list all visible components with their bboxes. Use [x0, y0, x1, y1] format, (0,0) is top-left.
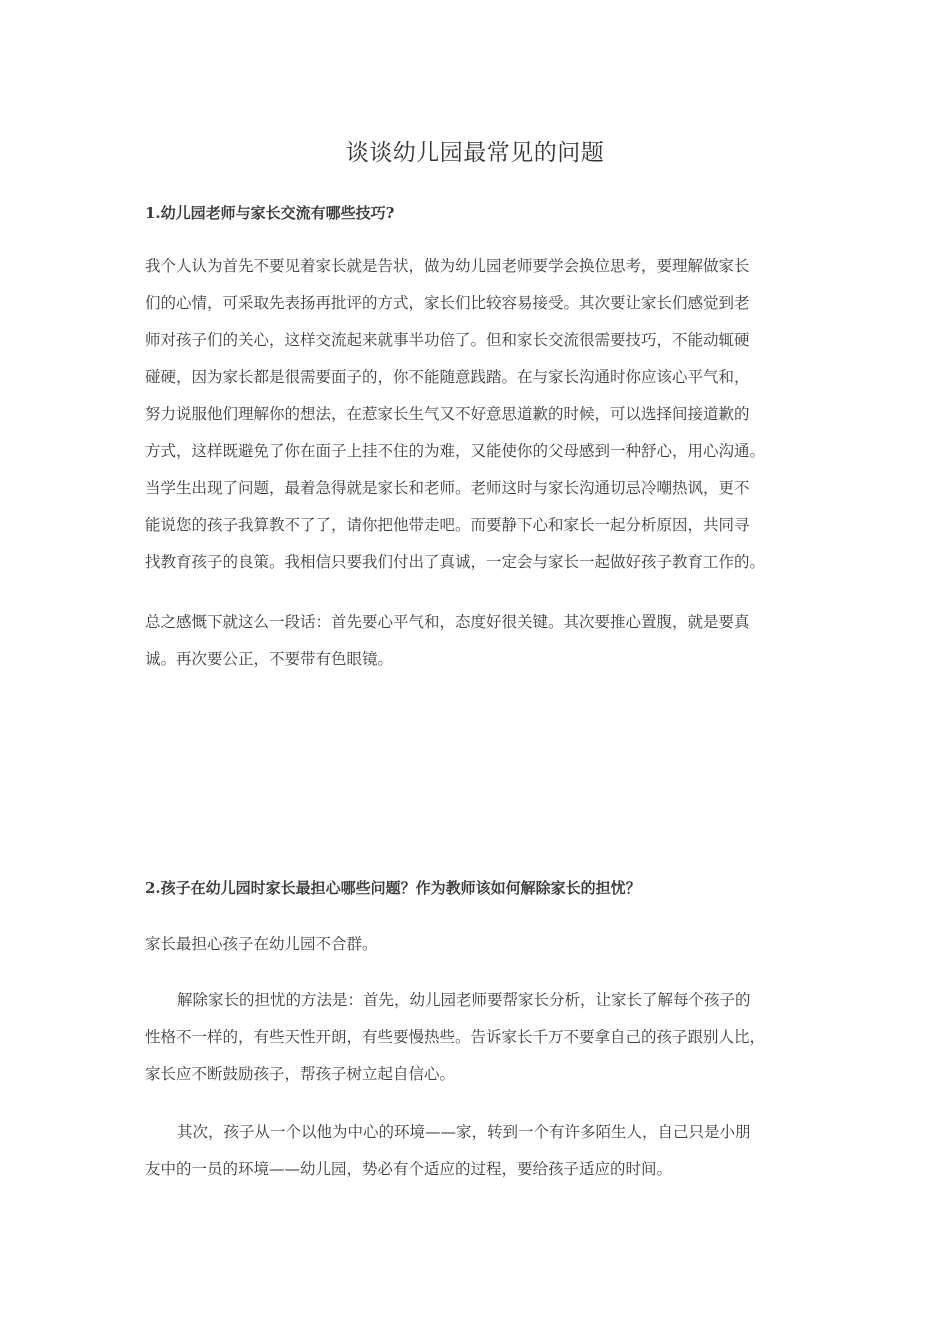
text-line: 师对孩子们的关心，这样交流起来就事半功倍了。但和家长交流很需要技巧，不能动辄硬: [145, 331, 750, 349]
text-line: 能说您的孩子我算教不了了，请你把他带走吧。而要静下心和家长一起分析原因，共同寻: [145, 516, 750, 534]
text-line: 当学生出现了问题，最着急得就是家长和老师。老师这时与家长沟通切忌冷嘲热讽，更不: [145, 479, 750, 497]
text-line: 总之感慨下就这么一段话：首先要心平气和，态度好很关键。其次要推心置腹，就是要真: [145, 613, 750, 631]
text-line: 诚。再次要公正，不要带有色眼镜。: [145, 650, 394, 668]
section-1-heading: 1.幼儿园老师与家长交流有哪些技巧?: [145, 204, 395, 222]
section-2-heading: 2.孩子在幼儿园时家长最担心哪些问题？作为教师该如何解除家长的担忧？: [145, 879, 641, 897]
document-title: 谈谈幼儿园最常见的问题: [345, 140, 605, 166]
text-line: 们的心情，可采取先表扬再批评的方式，家长们比较容易接受。其次要让家长们感觉到老: [145, 294, 750, 312]
section-2-paragraph-2: [145, 982, 813, 1093]
text-line: 碰硬，因为家长都是很需要面子的，你不能随意践踏。在与家长沟通时你应该心平气和，: [145, 368, 750, 386]
text-line: 找教育孩子的良策。我相信只要我们付出了真诚，一定会与家长一起做好孩子教育工作的。: [145, 553, 766, 571]
section-1-paragraph-2: [145, 604, 813, 678]
section-2-paragraph-1: [145, 926, 813, 963]
text-line: 解除家长的担忧的方法是：首先，幼儿园老师要帮家长分析，让家长了解每个孩子的: [177, 991, 751, 1009]
text-line: 性格不一样的，有些天性开朗，有些要慢热些。告诉家长千万不要拿自己的孩子跟别人比，: [145, 1028, 766, 1046]
text-line: 家长应不断鼓励孩子，帮孩子树立起自信心。: [145, 1065, 456, 1083]
section-1-paragraph-1: [145, 248, 813, 581]
text-line: 其次，孩子从一个以他为中心的环境——家，转到一个有许多陌生人，自己只是小朋: [177, 1123, 751, 1141]
text-line: 努力说服他们理解你的想法，在惹家长生气又不好意思道歉的时候，可以选择间接道歉的: [145, 405, 750, 423]
text-line: 我个人认为首先不要见着家长就是告状，做为幼儿园老师要学会换位思考，要理解做家长: [145, 257, 750, 275]
text-line: 方式，这样既避免了你在面子上挂不住的为难，又能使你的父母感到一种舒心，用心沟通。: [145, 442, 766, 460]
text-line: 友中的一员的环境——幼儿园，势必有个适应的过程，要给孩子适应的时间。: [145, 1160, 673, 1178]
section-2-paragraph-3: [145, 1114, 813, 1188]
text-line: 家长最担心孩子在幼儿园不合群。: [145, 935, 378, 953]
